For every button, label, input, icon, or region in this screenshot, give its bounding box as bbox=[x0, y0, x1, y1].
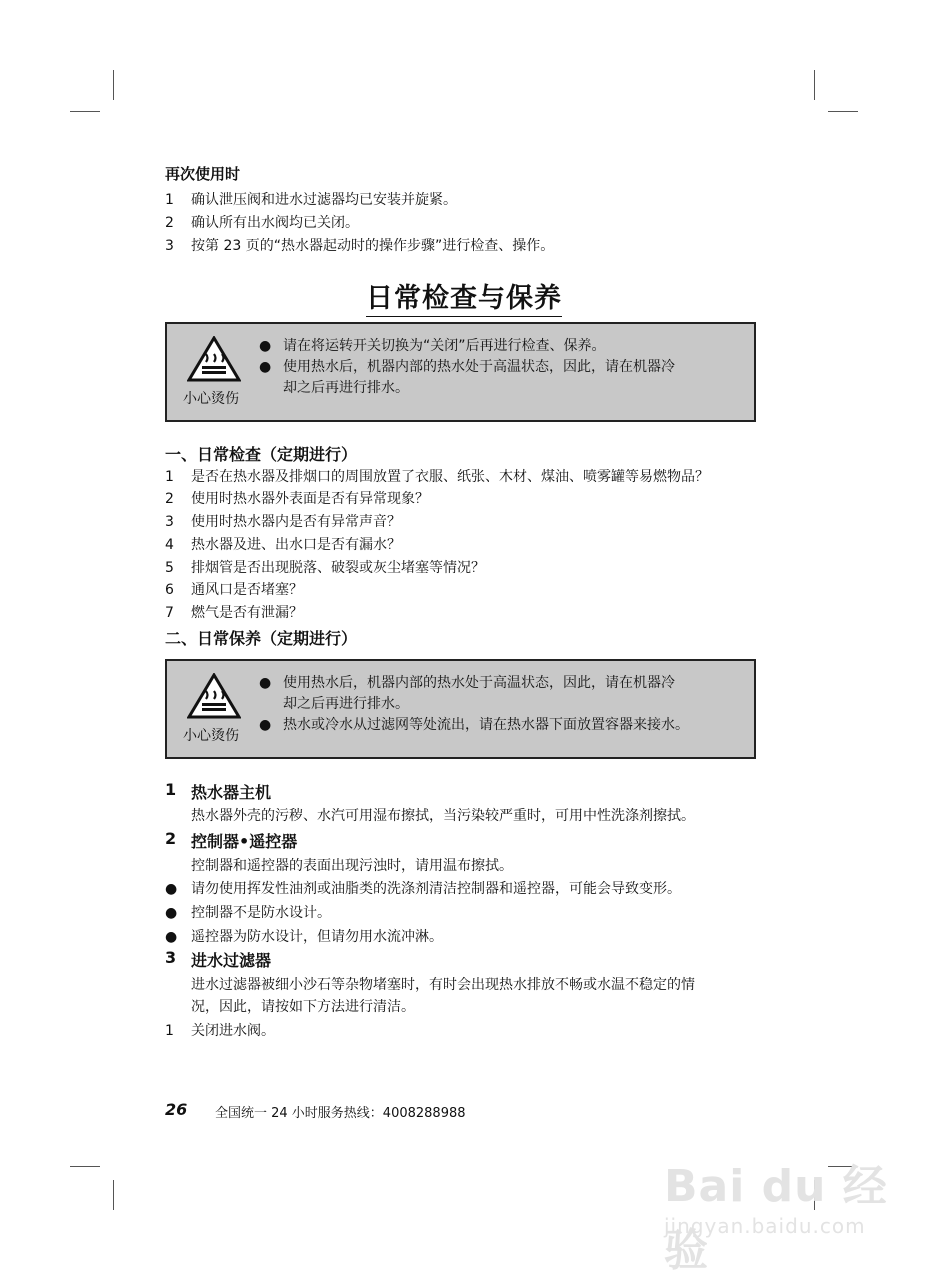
crop-mark bbox=[814, 70, 815, 100]
list-item: 6 通风口是否堵塞？ bbox=[165, 582, 303, 598]
crop-mark bbox=[70, 1166, 100, 1167]
warning-label: 小心烫伤 bbox=[183, 391, 239, 407]
list-item: 1 是否在热水器及排烟口的周围放置了衣服、纸张、木材、煤油、喷雾罐等易燃物品？ bbox=[165, 469, 709, 485]
list-item: 2 确认所有出水阀均已关闭。 bbox=[165, 215, 359, 231]
hot-surface-warning-icon bbox=[187, 673, 241, 719]
part-description: 控制器和遥控器的表面出现污浊时，请用温布擦拭。 bbox=[191, 858, 513, 874]
warning-box: 小心烫伤 ● 请在将运转开关切换为“关闭”后再进行检查、保养。 ● 使用热水后，机器内部的热水处于高温状态，因此，请在机器冷 却之后再进行排水。 bbox=[165, 322, 756, 422]
hotline-text: 全国统一 24 小时服务热线：4008288988 bbox=[215, 1106, 466, 1121]
warning-box: 小心烫伤 ● 使用热水后，机器内部的热水处于高温状态，因此，请在机器冷 却之后再进行排水。 ● 热水或冷水从过滤网等处流出，请在热水器下面放置容器来接水。 bbox=[165, 659, 756, 759]
list-item: 2 使用时热水器外表面是否有异常现象？ bbox=[165, 491, 429, 507]
maint-heading: 二、日常保养（定期进行） bbox=[165, 629, 358, 648]
crop-mark bbox=[70, 111, 100, 112]
list-item: 3 按第 23 页的“热水器起动时的操作步骤”进行检查、操作。 bbox=[165, 238, 555, 254]
bullet-item: ● 控制器不是防水设计。 bbox=[165, 905, 331, 921]
part-description: 热水器外壳的污秽、水汽可用湿布擦拭，当污染较严重时，可用中性洗涤剂擦拭。 bbox=[191, 808, 695, 824]
list-item: 4 热水器及进、出水口是否有漏水？ bbox=[165, 537, 401, 553]
part-heading: 2 控制器•遥控器 bbox=[165, 829, 298, 851]
bullet-item: ● 请勿使用挥发性油剂或油脂类的洗涤剂清洁控制器和遥控器，可能会导致变形。 bbox=[165, 881, 681, 897]
list-item: 1 关闭进水阀。 bbox=[165, 1023, 275, 1039]
list-item: 5 排烟管是否出现脱落、破裂或灰尘堵塞等情况？ bbox=[165, 560, 485, 576]
crop-mark bbox=[828, 111, 858, 112]
reuse-heading: 再次使用时 bbox=[165, 165, 241, 183]
crop-mark bbox=[113, 1180, 114, 1210]
list-item: 3 使用时热水器内是否有异常声音？ bbox=[165, 514, 401, 530]
bullet-item: ● 遥控器为防水设计，但请勿用水流冲淋。 bbox=[165, 929, 443, 945]
crop-mark bbox=[113, 70, 114, 100]
page-title: 日常检查与保养 bbox=[0, 276, 928, 315]
list-item: 1 确认泄压阀和进水过滤器均已安装并旋紧。 bbox=[165, 192, 457, 208]
part-heading: 3 进水过滤器 bbox=[165, 948, 272, 970]
part-description: 进水过滤器被细小沙石等杂物堵塞时，有时会出现热水排放不畅或水温不稳定的情 bbox=[191, 977, 695, 993]
part-description: 况，因此，请按如下方法进行清洁。 bbox=[191, 999, 415, 1015]
list-item: 7 燃气是否有泄漏？ bbox=[165, 605, 303, 621]
page-number: 26 bbox=[165, 1100, 188, 1119]
check-heading: 一、日常检查（定期进行） bbox=[165, 445, 358, 464]
part-heading: 1 热水器主机 bbox=[165, 780, 272, 802]
warning-label: 小心烫伤 bbox=[183, 728, 239, 744]
hot-surface-warning-icon bbox=[187, 336, 241, 382]
watermark-brand: Bai du 经验 bbox=[664, 1161, 888, 1276]
baidu-watermark bbox=[664, 1150, 928, 1278]
watermark-url: jingyan.baidu.com bbox=[664, 1214, 866, 1238]
